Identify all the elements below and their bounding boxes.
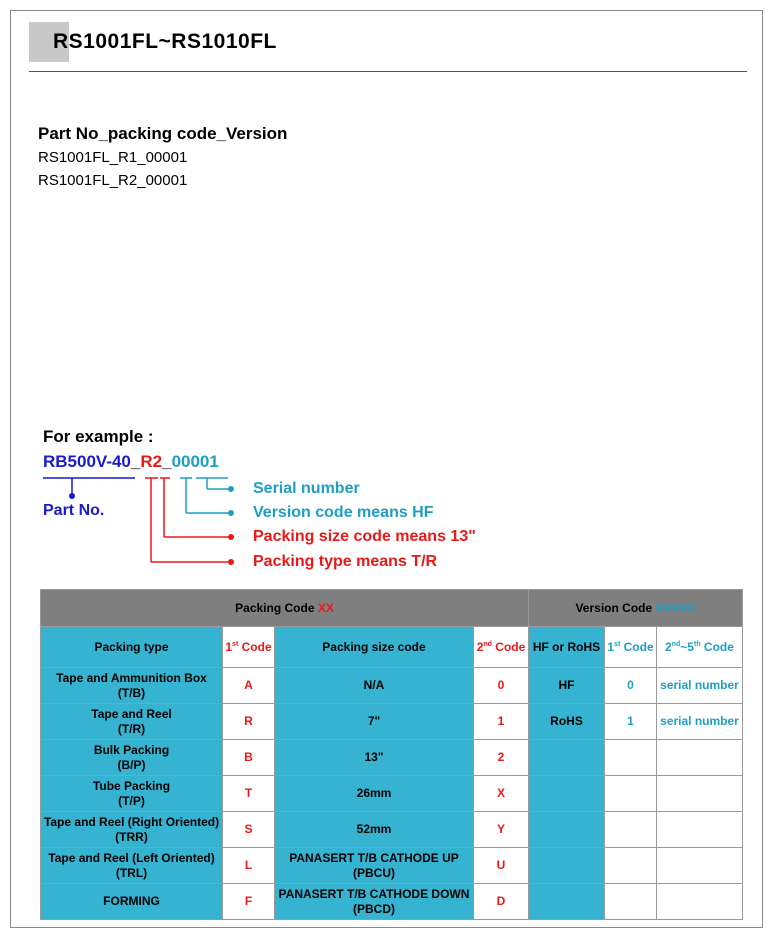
cell-hf-rohs [529, 848, 605, 884]
table-row [41, 668, 743, 704]
example-part-no: RB500V-40 [43, 452, 131, 471]
col-first-code: 1st Code [223, 627, 275, 668]
cell-hf-rohs [529, 884, 605, 920]
cell-packing-type: Tape and Reel (Right Oriented) (TRR) [41, 812, 223, 848]
cell-version-first: 1 [605, 704, 657, 740]
example-packing-code: R2 [140, 452, 163, 471]
cell-second-code: U [474, 848, 529, 884]
part-number-heading: Part No_packing code_Version [38, 124, 288, 143]
cell-version-rest [657, 848, 743, 884]
cell-first-code: A [223, 668, 275, 704]
cell-packing-type: Tube Packing (T/P) [41, 776, 223, 812]
cell-packing-size: 26mm [275, 776, 474, 812]
cell-hf-rohs: RoHS [529, 704, 605, 740]
cell-packing-size: 52mm [275, 812, 474, 848]
col-hf-rohs: HF or RoHS [529, 627, 605, 668]
table-column-header [41, 627, 743, 668]
cell-second-code: X [474, 776, 529, 812]
part-no-label: Part No. [43, 502, 105, 519]
version-code-header: Version Code XXXXX [529, 590, 743, 627]
cell-second-code: 0 [474, 668, 529, 704]
table-row [41, 740, 743, 776]
packing-type-label: Packing type means T/R [253, 553, 438, 570]
cell-version-rest: serial number [657, 704, 743, 740]
example-heading: For example : [43, 427, 154, 446]
cell-version-first [605, 740, 657, 776]
cell-packing-type: FORMING [41, 884, 223, 920]
col-version-rest: 2nd~5th Code [657, 627, 743, 668]
example-separator: _ [130, 452, 141, 471]
table-row [41, 812, 743, 848]
cell-first-code: B [223, 740, 275, 776]
cell-version-rest: serial number [657, 668, 743, 704]
cell-hf-rohs: HF [529, 668, 605, 704]
cell-second-code: D [474, 884, 529, 920]
cell-hf-rohs [529, 812, 605, 848]
cell-packing-size: 13" [275, 740, 474, 776]
cell-second-code: Y [474, 812, 529, 848]
part-number-line: RS1001FL_R2_00001 [38, 172, 188, 189]
version-code-label: Version code means HF [253, 504, 434, 521]
cell-packing-size: 7" [275, 704, 474, 740]
cell-packing-size: PANASERT T/B CATHODE UP (PBCU) [275, 848, 474, 884]
table-row [41, 884, 743, 920]
packing-code-table [40, 589, 743, 920]
example-separator: _ [162, 452, 172, 471]
table-group-header [41, 590, 743, 627]
cell-second-code: 2 [474, 740, 529, 776]
cell-first-code: R [223, 704, 275, 740]
cell-version-rest [657, 812, 743, 848]
cell-hf-rohs [529, 740, 605, 776]
col-packing-size: Packing size code [275, 627, 474, 668]
page-title: RS1001FL~RS1010FL [53, 30, 277, 53]
cell-first-code: F [223, 884, 275, 920]
col-version-first: 1st Code [605, 627, 657, 668]
cell-packing-size: N/A [275, 668, 474, 704]
cell-version-first [605, 776, 657, 812]
cell-first-code: T [223, 776, 275, 812]
cell-packing-type: Bulk Packing (B/P) [41, 740, 223, 776]
cell-packing-size: PANASERT T/B CATHODE DOWN (PBCD) [275, 884, 474, 920]
example-version-code: 00001 [171, 452, 219, 471]
table-row [41, 704, 743, 740]
cell-packing-type: Tape and Ammunition Box (T/B) [41, 668, 223, 704]
cell-version-first [605, 848, 657, 884]
part-number-line: RS1001FL_R1_00001 [38, 149, 188, 166]
packing-size-label: Packing size code means 13" [253, 528, 476, 545]
cell-first-code: L [223, 848, 275, 884]
cell-packing-type: Tape and Reel (T/R) [41, 704, 223, 740]
cell-version-first [605, 884, 657, 920]
cell-version-first: 0 [605, 668, 657, 704]
table-row [41, 776, 743, 812]
cell-version-rest [657, 776, 743, 812]
cell-version-rest [657, 884, 743, 920]
cell-packing-type: Tape and Reel (Left Oriented) (TRL) [41, 848, 223, 884]
col-packing-type: Packing type [41, 627, 223, 668]
cell-hf-rohs [529, 776, 605, 812]
packing-code-header: Packing Code XX [41, 590, 529, 627]
cell-first-code: S [223, 812, 275, 848]
cell-version-first [605, 812, 657, 848]
serial-number-label: Serial number [253, 480, 360, 497]
col-second-code: 2nd Code [474, 627, 529, 668]
cell-second-code: 1 [474, 704, 529, 740]
cell-version-rest [657, 740, 743, 776]
table-row [41, 848, 743, 884]
